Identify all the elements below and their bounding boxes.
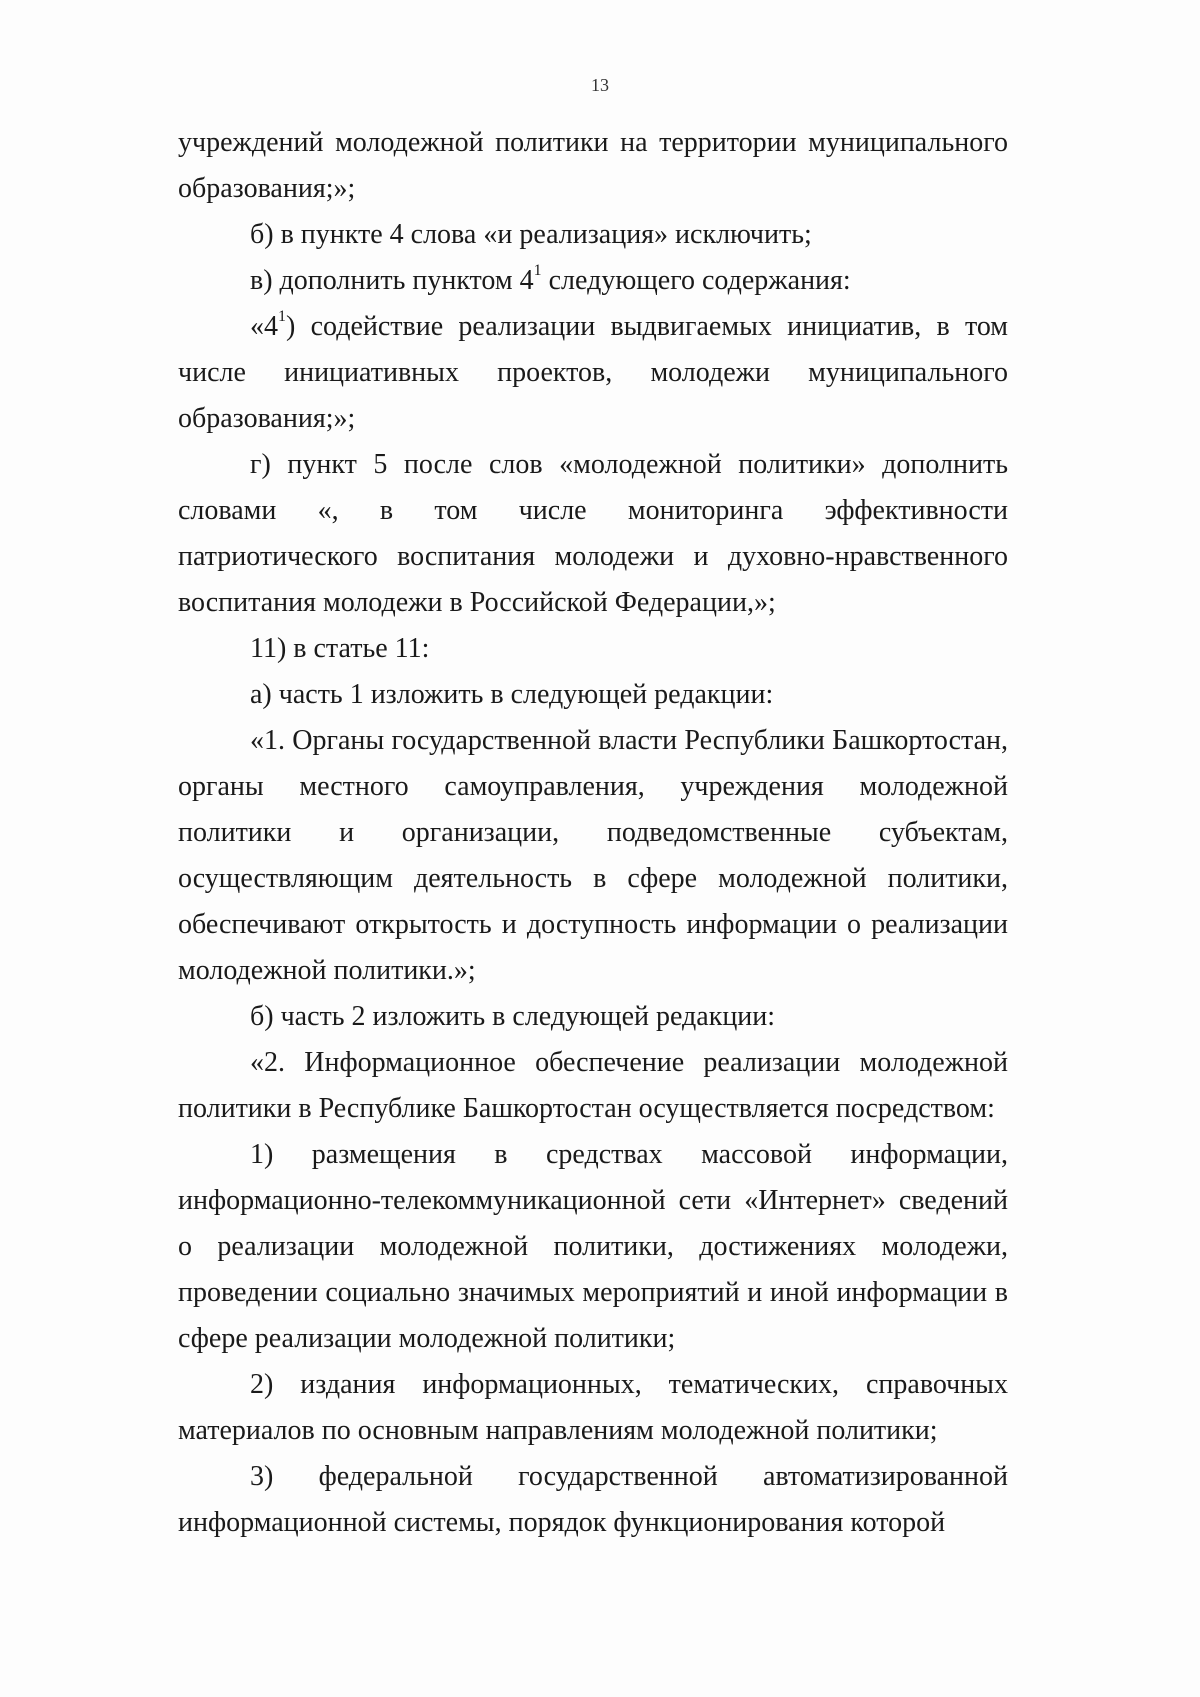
- paragraph: «2. Информационное обеспечение реализации молодежной политики в Республике Башкортостан осуществляется посредством:: [178, 1047, 1008, 1124]
- paragraph: 2) издания информационных, тематических, справочных материалов по основным направлениям молодежной политики;: [178, 1369, 1008, 1446]
- paragraph-text: следующего содержания:: [541, 265, 851, 296]
- paragraph: «1. Органы государственной власти Республики Башкортостан, органы местного самоуправления, учреждения молодежной политики и организации, подведомственные субъектам, осуществляющим деятельность в сфере молодежной политики, обеспечивают открытость и доступность информации о реализации молодежной политики.»;: [178, 725, 1008, 986]
- superscript: 1: [278, 307, 286, 325]
- paragraph: б) часть 2 изложить в следующей редакции:: [250, 1001, 776, 1032]
- paragraph: г) пункт 5 после слов «молодежной политики» дополнить словами «, в том числе мониторинга эффективности патриотического воспитания молодежи и духовно-нравственного воспитания молодежи в Российской Федерации,»;: [178, 449, 1008, 618]
- paragraph: а) часть 1 изложить в следующей редакции:: [250, 679, 774, 710]
- page-number: 13: [591, 75, 609, 95]
- paragraph: [178, 304, 1008, 442]
- paragraph: 11) в статье 11:: [250, 633, 430, 664]
- paragraph: [178, 258, 1008, 304]
- paragraph-text: в) дополнить пунктом 4: [250, 265, 534, 296]
- paragraph: учреждений молодежной политики на территории муниципального образования;»;: [178, 127, 1008, 204]
- document-body: [178, 120, 1008, 1546]
- paragraph: 1) размещения в средствах массовой информации, информационно-телекоммуникационной сети «Интернет» сведений о реализации молодежной политики, достижениях молодежи, проведении социально значимых мероприятий и иной информации в сфере реализации молодежной политики;: [178, 1139, 1008, 1354]
- paragraph-text: ) содействие реализации выдвигаемых инициатив, в том числе инициативных проектов, молодежи муниципального образования;»;: [178, 311, 1008, 434]
- paragraph: б) в пункте 4 слова «и реализация» исключить;: [250, 219, 812, 250]
- paragraph-text: «4: [250, 311, 278, 342]
- paragraph: 3) федеральной государственной автоматизированной информационной системы, порядок функционирования которой: [178, 1461, 1008, 1538]
- superscript: 1: [533, 261, 542, 279]
